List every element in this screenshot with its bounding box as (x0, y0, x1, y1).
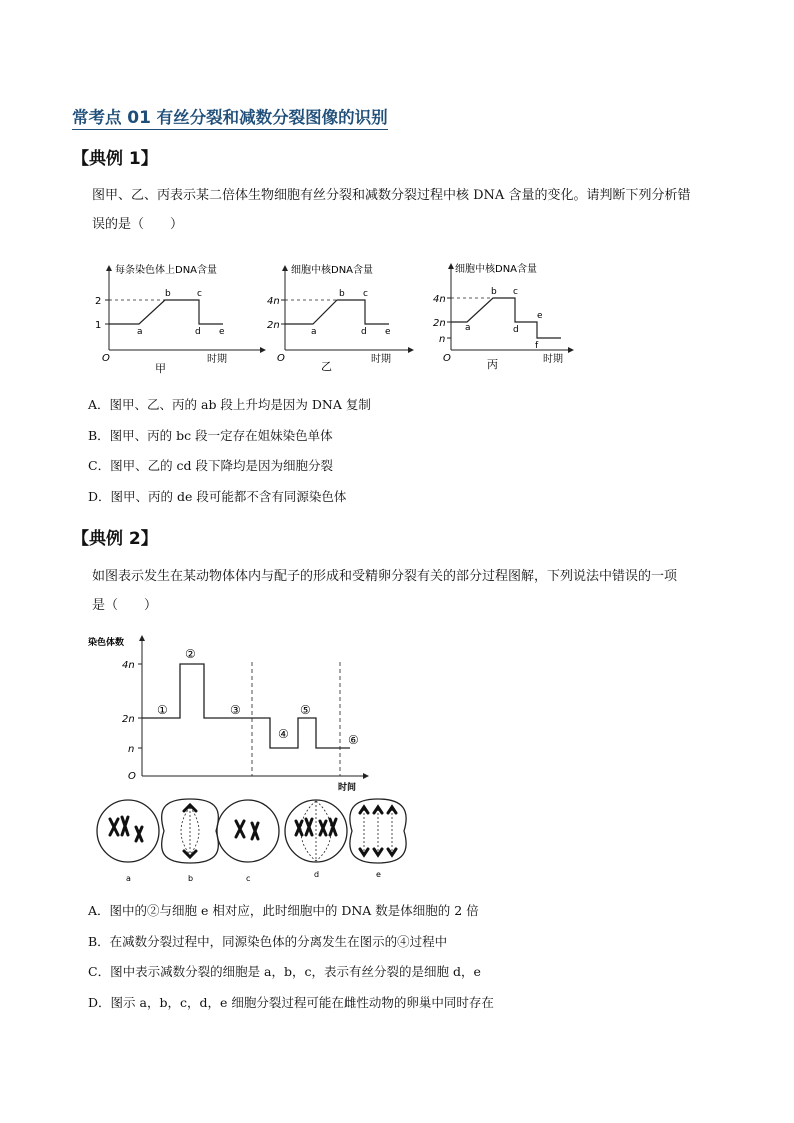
bing-ytick-4n: 4n (433, 294, 446, 305)
stage-1: ① (157, 703, 168, 717)
bing-ylabel: 细胞中核DNA含量 (455, 264, 538, 275)
chart-ytick-n: n (128, 744, 135, 755)
cell-label-c: c (246, 874, 251, 883)
bing-xlabel: 时期 (543, 354, 563, 365)
example1-option-d: D．图甲、丙的 de 段可能都不含有同源染色体 (88, 489, 347, 504)
yi-point-c: c (363, 289, 368, 299)
example2-question (92, 562, 732, 620)
yi-ylabel: 细胞中核DNA含量 (291, 265, 374, 276)
bing-ytick-n: n (439, 334, 446, 345)
jia-point-b: b (165, 289, 171, 299)
chart-ytick-2n: 2n (122, 714, 135, 725)
bing-point-d: d (513, 325, 519, 335)
example1-option-c: C．图甲、乙的 cd 段下降均是因为细胞分裂 (88, 458, 334, 473)
example2-chart (88, 632, 388, 794)
stage-6: ⑥ (348, 733, 359, 747)
cell-label-b: b (188, 874, 194, 883)
bing-point-f: f (535, 341, 539, 351)
chart-origin: O (128, 771, 136, 782)
stage-2: ② (185, 647, 196, 661)
cell-label-d: d (314, 870, 320, 879)
bing-point-c: c (513, 287, 518, 297)
stage-5: ⑤ (300, 703, 311, 717)
example1-figures (95, 258, 585, 380)
cell-label-e: e (376, 870, 381, 879)
example2-option-c: C．图中表示减数分裂的细胞是 a，b，c，表示有丝分裂的是细胞 d，e (88, 964, 481, 979)
chromosome-count-line (142, 664, 350, 748)
chart-ylabel: 染色体数 (88, 638, 125, 648)
example2-option-b: B．在减数分裂过程中，同源染色体的分离发生在图示的④过程中 (88, 934, 448, 949)
figure-jia (105, 266, 265, 350)
yi-ytick-4n: 4n (267, 296, 280, 307)
section-name: 有丝分裂和减数分裂图像的识别 (156, 108, 388, 127)
example1-heading: 【典例 1】 (72, 149, 158, 169)
example2-cells (92, 793, 412, 885)
yi-point-e: e (385, 327, 391, 337)
chart-xlabel: 时间 (338, 783, 357, 793)
yi-caption: 乙 (321, 360, 332, 373)
section-title (72, 104, 388, 130)
stage-4: ④ (278, 727, 289, 741)
jia-ytick-1: 1 (95, 320, 102, 331)
cell-a-chromosomes (110, 817, 142, 841)
figure-bing (447, 264, 573, 350)
cell-c-chromosomes (236, 821, 258, 839)
yi-origin: O (277, 353, 285, 364)
section-number: 01 (127, 108, 151, 128)
jia-point-e: e (219, 327, 225, 337)
example2-question-line2: 是（ ） (92, 598, 158, 613)
cell-c (217, 800, 279, 862)
example2-question-line1: 如图表示发生在某动物体体内与配子的形成和受精卵分裂有关的部分过程图解，下列说法中错误的一项 (92, 569, 678, 584)
jia-point-d: d (195, 327, 201, 337)
jia-ylabel: 每条染色体上DNA含量 (115, 265, 218, 276)
yi-point-b: b (339, 289, 345, 299)
bing-point-e: e (537, 311, 543, 321)
chart-ytick-4n: 4n (122, 660, 135, 671)
yi-point-a: a (311, 327, 317, 337)
example1-question (92, 181, 732, 239)
bing-point-b: b (491, 287, 497, 297)
jia-xlabel: 时期 (207, 354, 227, 365)
jia-ytick-2: 2 (95, 296, 102, 307)
example1-option-b: B．图甲、丙的 bc 段一定存在姐妹染色单体 (88, 428, 333, 443)
yi-xlabel: 时期 (371, 354, 391, 365)
example1-option-a: A．图甲、乙、丙的 ab 段上升均是因为 DNA 复制 (88, 397, 371, 412)
yi-ytick-2n: 2n (267, 320, 280, 331)
jia-point-c: c (197, 289, 202, 299)
jia-caption: 甲 (155, 362, 166, 375)
example2-option-a: A．图中的②与细胞 e 相对应，此时细胞中的 DNA 数是体细胞的 2 倍 (88, 903, 479, 918)
stage-3: ③ (230, 703, 241, 717)
bing-ytick-2n: 2n (433, 318, 446, 329)
example2-heading: 【典例 2】 (72, 529, 158, 549)
example1-question-line1: 图甲、乙、丙表示某二倍体生物细胞有丝分裂和减数分裂过程中核 DNA 含量的变化。请判断下列分析错 (92, 188, 691, 203)
jia-point-a: a (137, 327, 143, 337)
yi-point-d: d (361, 327, 367, 337)
cell-label-a: a (126, 874, 131, 883)
bing-point-a: a (465, 323, 471, 333)
jia-origin: O (102, 353, 110, 364)
bing-caption: 丙 (487, 358, 498, 371)
example2-option-d: D．图示 a，b，c，d，e 细胞分裂过程可能在雌性动物的卵巢中同时存在 (88, 995, 494, 1010)
figure-yi (281, 266, 413, 350)
example1-question-line2: 误的是（ ） (92, 217, 184, 232)
bing-origin: O (443, 353, 451, 364)
section-prefix: 常考点 (72, 108, 122, 127)
